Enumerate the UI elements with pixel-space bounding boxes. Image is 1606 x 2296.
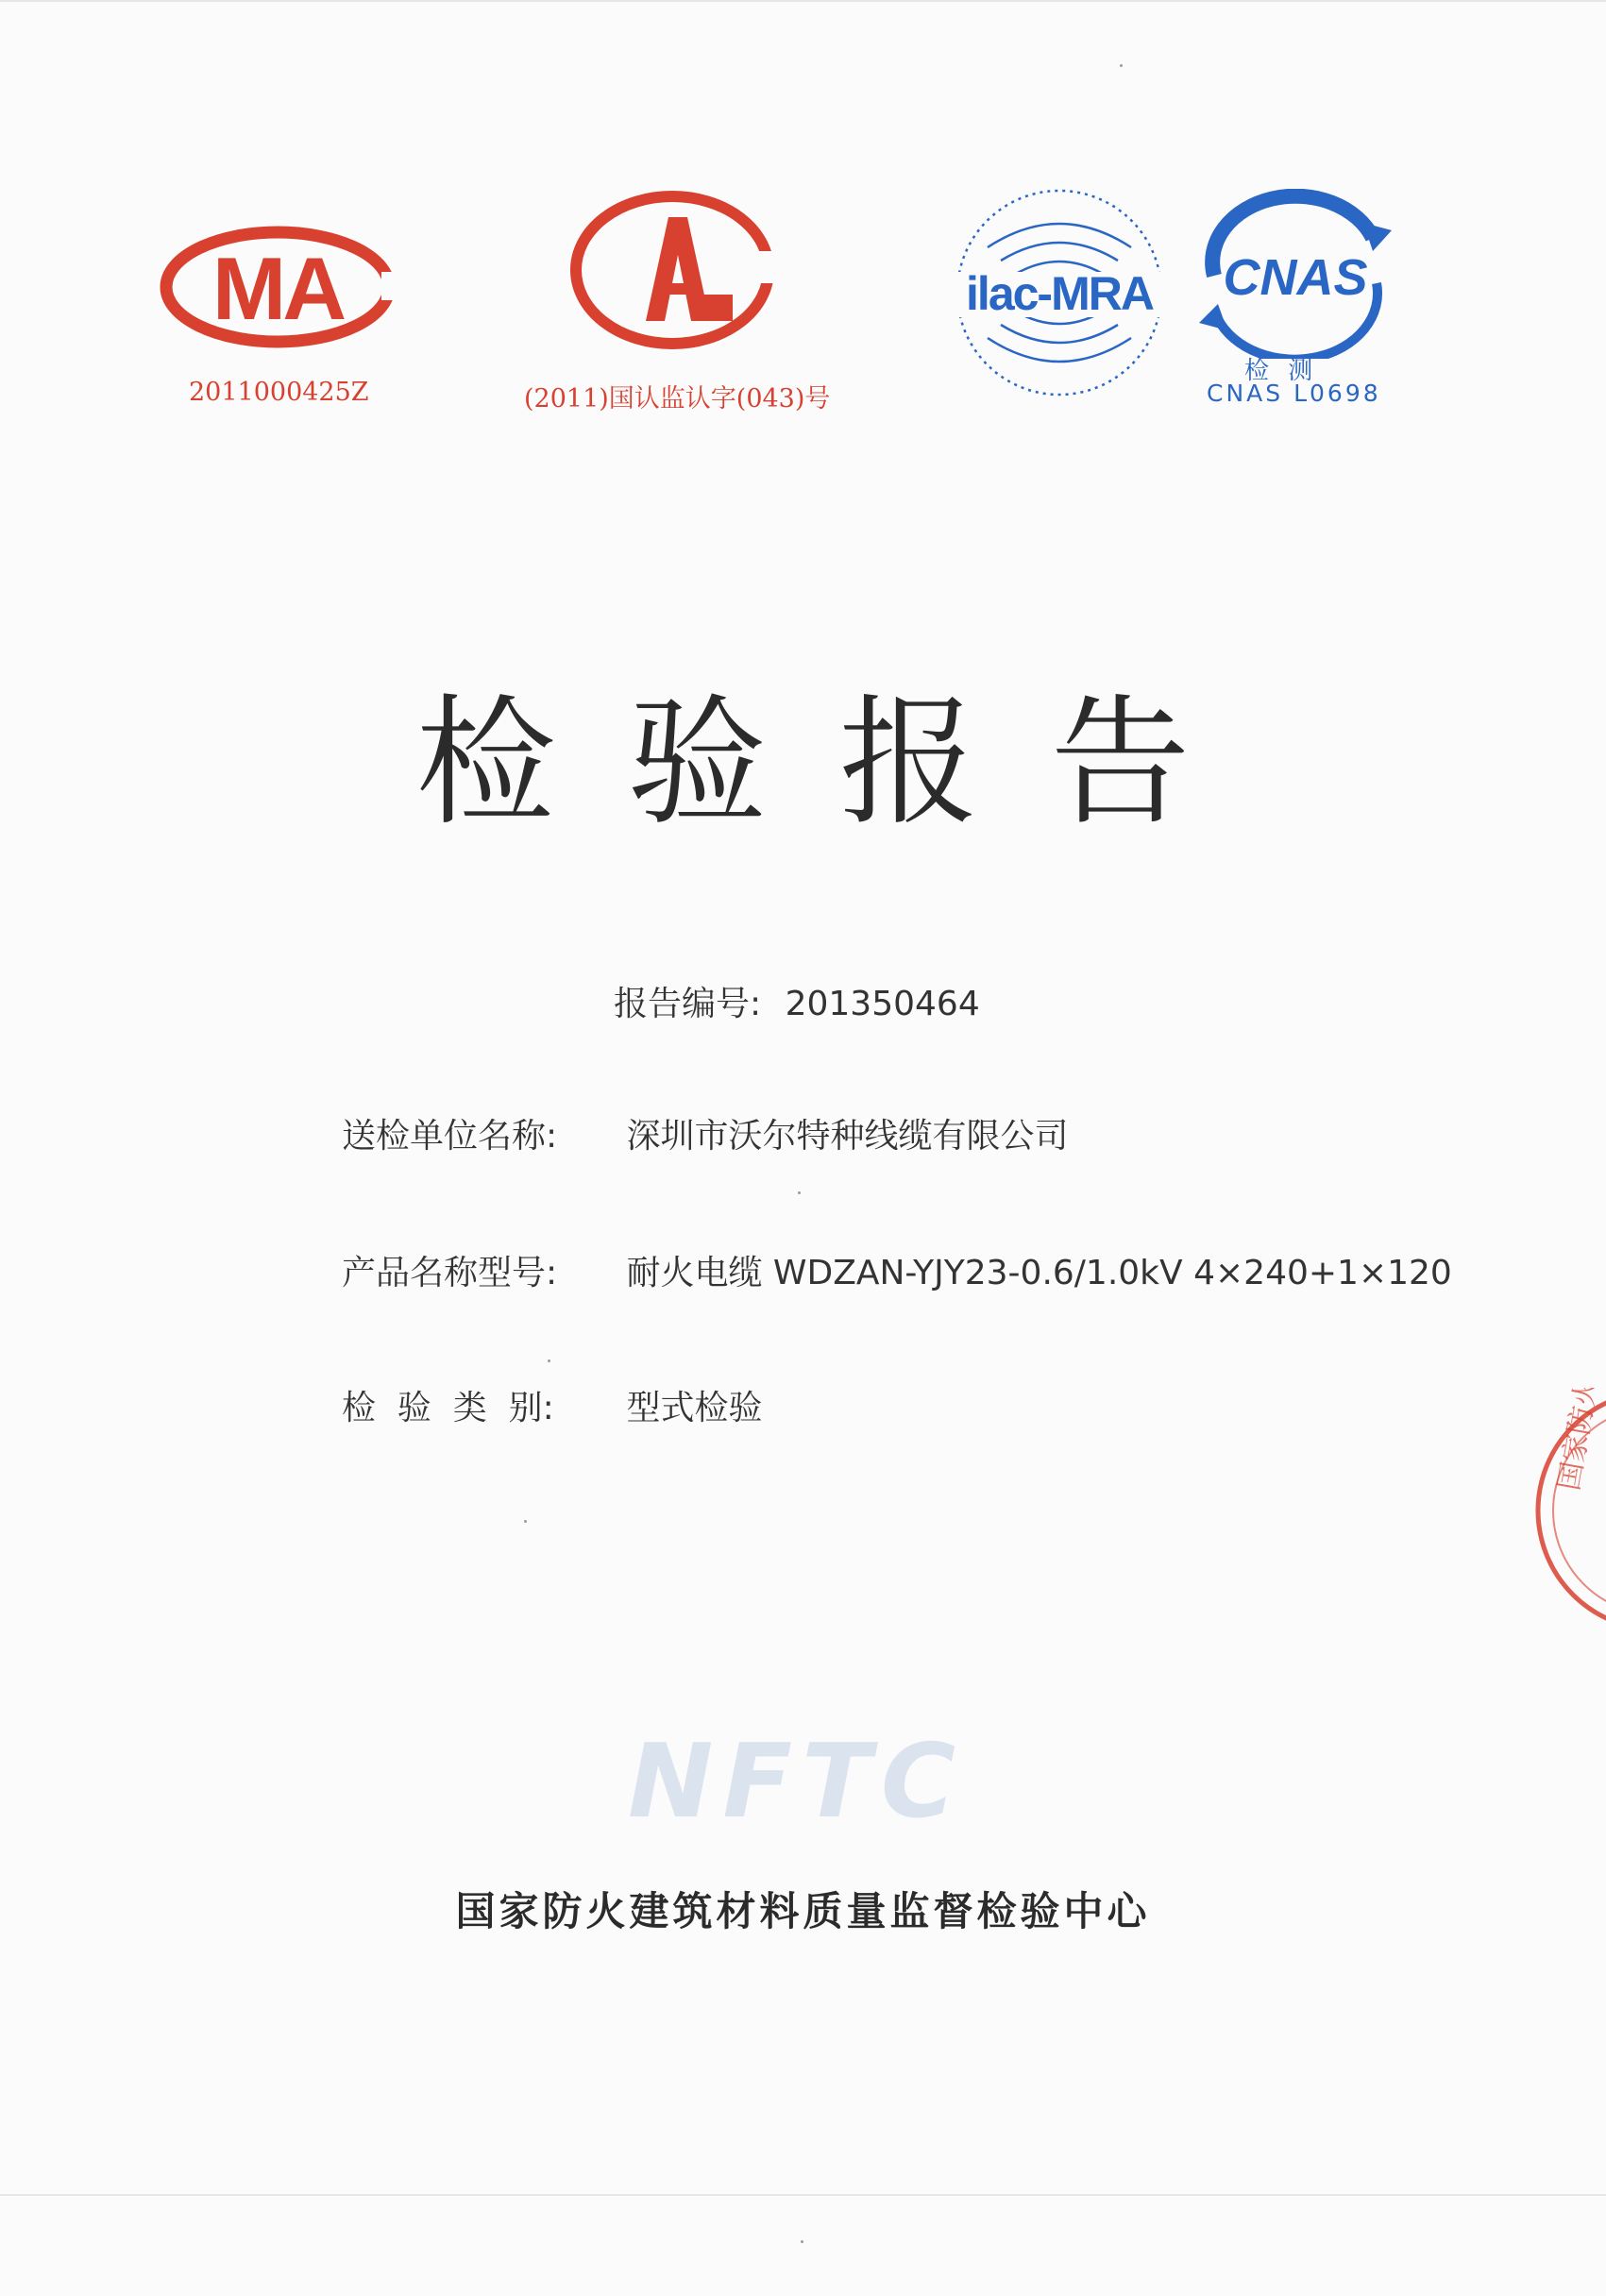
client-field: [342, 1109, 1068, 1157]
report-number-label: 报告编号:: [614, 985, 762, 1023]
report-number: [614, 977, 980, 1025]
scan-speck: [1120, 64, 1123, 67]
client-label: 送检单位名称:: [342, 1117, 558, 1156]
cma-logo: [159, 225, 397, 355]
report-number-value: 201350464: [785, 985, 980, 1023]
product-field: [342, 1246, 1452, 1294]
scan-speck: [524, 1520, 527, 1523]
svg-text:MA: MA: [211, 239, 344, 338]
scan-speck: [801, 2240, 803, 2243]
nftc-watermark: NFTC: [628, 1723, 966, 1841]
cnas-logo: [1184, 189, 1407, 359]
inspection-type-field: [342, 1381, 762, 1429]
svg-text:CNAS: CNAS: [1223, 249, 1368, 306]
inspection-type-label: 检 验 类 别:: [342, 1389, 554, 1427]
scan-speck: [798, 1191, 801, 1194]
red-seal-stamp: [1515, 1388, 1606, 1637]
cal-caption: (2011)国认监认字(043)号: [524, 384, 831, 414]
scan-speck: [548, 1359, 550, 1362]
cma-caption: 2011000425Z: [189, 378, 369, 407]
bottom-scan-edge: [0, 2194, 1606, 2196]
institute-name: 国家防火建筑材料质量监督检验中心: [455, 1888, 1151, 1934]
cnas-caption-line1: 检 测: [1244, 357, 1319, 385]
client-value: 深圳市沃尔特种线缆有限公司: [626, 1117, 1069, 1156]
cnas-caption-line2: CNAS L0698: [1207, 380, 1381, 407]
top-scan-edge: [0, 0, 1606, 2]
inspection-type-value: 型式检验: [626, 1389, 763, 1427]
product-label: 产品名称型号:: [342, 1254, 558, 1292]
svg-text:ilac-MRA: ilac-MRA: [966, 267, 1153, 320]
cal-logo: [568, 189, 778, 349]
ilac-mra-logo: [950, 179, 1169, 406]
page-title: 检验报告: [415, 682, 1262, 844]
svg-text:国家防火: 国家防火: [1552, 1388, 1605, 1494]
product-value: 耐火电缆 WDZAN-YJY23-0.6/1.0kV 4×240+1×120: [626, 1254, 1452, 1292]
